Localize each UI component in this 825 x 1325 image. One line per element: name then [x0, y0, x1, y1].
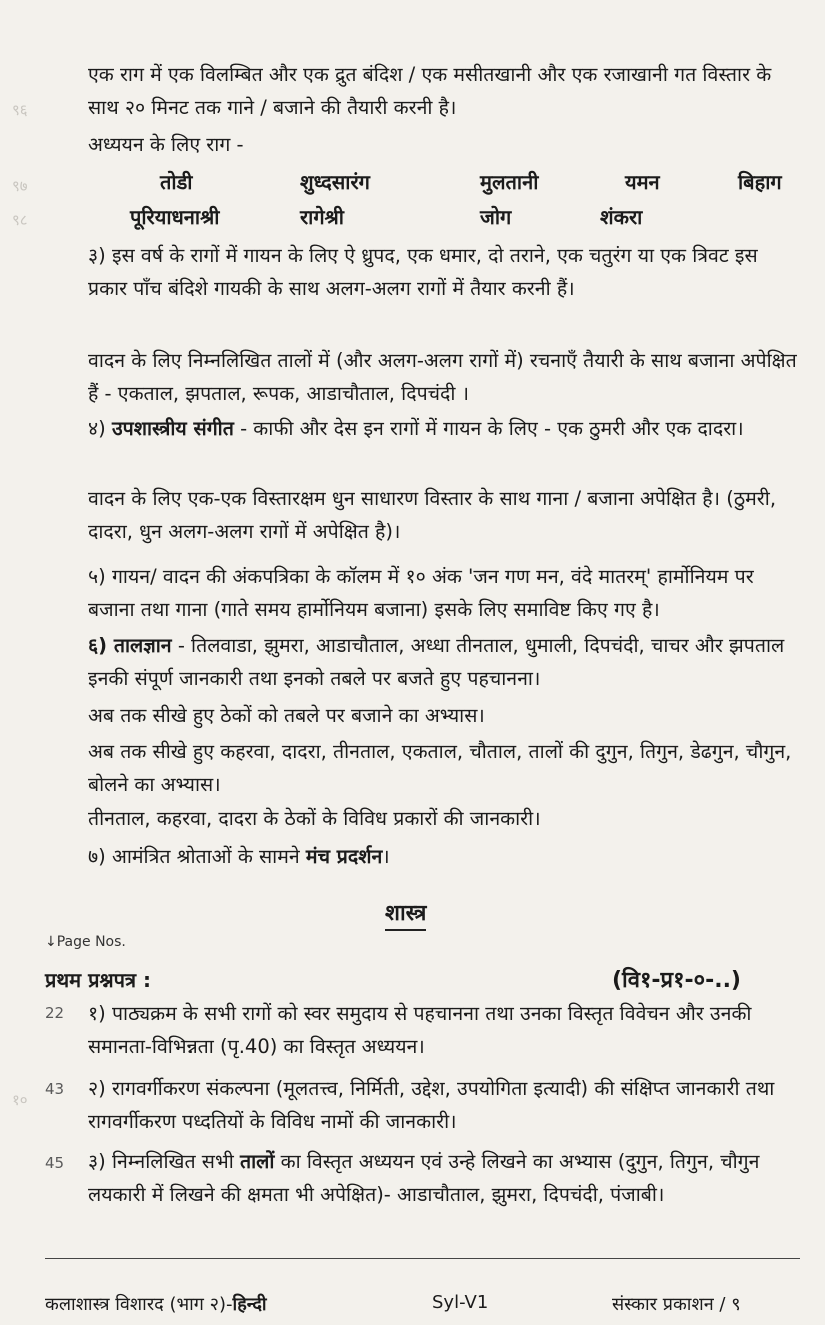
raga-name: रागेश्री [300, 205, 344, 229]
section-title-shastra: शास्त्र [385, 897, 426, 931]
item-3-vadan-paragraph: वादन के लिए निम्नलिखित तालों में (और अलग-अलग रागों में) रचनाएँ तैयारी के साथ बजाना अपेक्षित हैं - एकताल, झपताल, रूपक, आडाचौताल, दिपचंदी । [88, 349, 797, 405]
item-5-paragraph: ५) गायन/ वादन की अंकपत्रिका के कॉलम में १० अंक 'जन गण मन, वंदे मातरम्' हार्मोनियम पर बजाना तथा गाना (गाते समय हार्मोनियम बजाना) इसके लिए समाविष्ट किए गए है। [88, 565, 754, 621]
item-4-paragraph [88, 412, 800, 445]
item-6-heading: ६) तालज्ञान [88, 634, 172, 657]
item-4-vadan-paragraph: वादन के लिए एक-एक विस्तारक्षम धुन साधारण विस्तार के साथ गाना / बजाना अपेक्षित है। (ठुमरी, दादरा, धुन अलग-अलग रागों में अपेक्षित है)। [88, 487, 777, 543]
item-4-number: ४) [88, 417, 106, 440]
paper-code: (वि१-प्र१-०-..) [612, 968, 741, 993]
item-6-line: अब तक सीखे हुए ठेकों को तबले पर बजाने का अभ्यास। [88, 704, 485, 727]
footer-syllabus-code: Syl-V1 [432, 1292, 489, 1313]
bleed-through-mark: ९८ [12, 211, 28, 229]
page-number-ref: 22 [45, 1004, 65, 1022]
item-4-text: - काफी और देस इन रागों में गायन के लिए - एक ठुमरी और एक दादरा। [240, 417, 744, 440]
paper-title: प्रथम प्रश्नपत्र : [45, 968, 151, 992]
footer-book-title [45, 1292, 267, 1316]
intro-paragraph: एक राग में एक विलम्बित और एक द्रुत बंदिश / एक मसीतखानी और एक रजाखानी गत विस्तार के साथ २० मिनट तक गाने / बजाने की तैयारी करनी है। [88, 63, 772, 119]
item-7-bold: मंच प्रदर्शन [305, 845, 383, 868]
shastra-item: २) रागवर्गीकरण संकल्पना (मूलतत्त्व, निर्मिती, उद्देश, उपयोगिता इत्यादी) की संक्षिप्त जानकारी तथा रागवर्गीकरण पध्दतियों के विविध नामों की जानकारी। [88, 1077, 775, 1133]
footer-title-bold: हिन्दी [232, 1294, 267, 1315]
shastra-item [88, 1145, 800, 1211]
page-number-ref: 45 [45, 1154, 65, 1172]
raga-name: यमन [625, 170, 660, 194]
bleed-through-mark: ९६ [12, 101, 28, 119]
item-6-line: अब तक सीखे हुए कहरवा, दादरा, तीनताल, एकताल, चौताल, तालों की दुगुन, तिगुन, डेढगुन, चौगुन, बोलने का अभ्यास। [88, 740, 792, 796]
bleed-through-mark: ९७ [12, 177, 28, 195]
shastra-item-bold: तालों [239, 1150, 275, 1173]
item-6-paragraph [88, 629, 800, 695]
page-nos-label: ↓Page Nos. [45, 934, 126, 950]
raga-name: तोडी [160, 170, 193, 194]
item-7-end: । [382, 845, 390, 868]
footer-title-text: कलाशास्त्र विशारद (भाग २)- [45, 1294, 233, 1315]
raga-name: बिहाग [738, 170, 782, 194]
footer-publisher-page: संस्कार प्रकाशन / ९ [612, 1294, 741, 1315]
shastra-item: १) पाठ्यक्रम के सभी रागों को स्वर समुदाय से पहचानना तथा उनका विस्तृत विवेचन और उनकी समानता-विभिन्नता (पृ.40) का विस्तृत अध्ययन। [88, 1002, 752, 1058]
raga-name: शंकरा [600, 205, 643, 229]
raga-name: मुलतानी [480, 170, 539, 194]
item-4-heading: उपशास्त्रीय संगीत [111, 417, 234, 440]
footer-divider [45, 1258, 800, 1259]
item-3-paragraph: ३) इस वर्ष के रागों में गायन के लिए ऐ ध्रुपद, एक धमार, दो तराने, एक चतुरंग या एक त्रिवट इस प्रकार पाँच बंदिशे गायकी के साथ अलग-अलग रागों में तैयार करनी हैं। [88, 244, 758, 300]
ragas-heading: अध्ययन के लिए राग - [88, 133, 244, 156]
raga-name: जोग [480, 205, 512, 229]
item-6-line: तीनताल, कहरवा, दादरा के ठेकों के विविध प्रकारों की जानकारी। [88, 807, 541, 830]
shastra-item-text: ३) निम्नलिखित सभी [88, 1150, 234, 1173]
raga-name: शुध्दसारंग [300, 170, 370, 194]
bleed-through-mark: १० [12, 1091, 28, 1109]
shastra-item-text: का विस्तृत अध्ययन एवं उन्हे लिखने का अभ्यास (दुगुन, तिगुन, चौगुन लयकारी में लिखने की क्षमता भी अपेक्षित)- आडाचौताल, झुमरा, दिपचंदी, पंजाबी। [88, 1150, 760, 1206]
item-6-text: - तिलवाडा, झुमरा, आडाचौताल, अध्धा तीनताल, धुमाली, दिपचंदी, चाचर और झपताल इनकी संपूर्ण जानकारी तथा इनको तबले पर बजते हुए पहचानना। [88, 634, 785, 690]
raga-name: पूरियाधनाश्री [130, 205, 220, 229]
page-number-ref: 43 [45, 1080, 65, 1098]
item-7-paragraph [88, 840, 800, 873]
item-7-text: ७) आमंत्रित श्रोताओं के सामने [88, 845, 300, 868]
